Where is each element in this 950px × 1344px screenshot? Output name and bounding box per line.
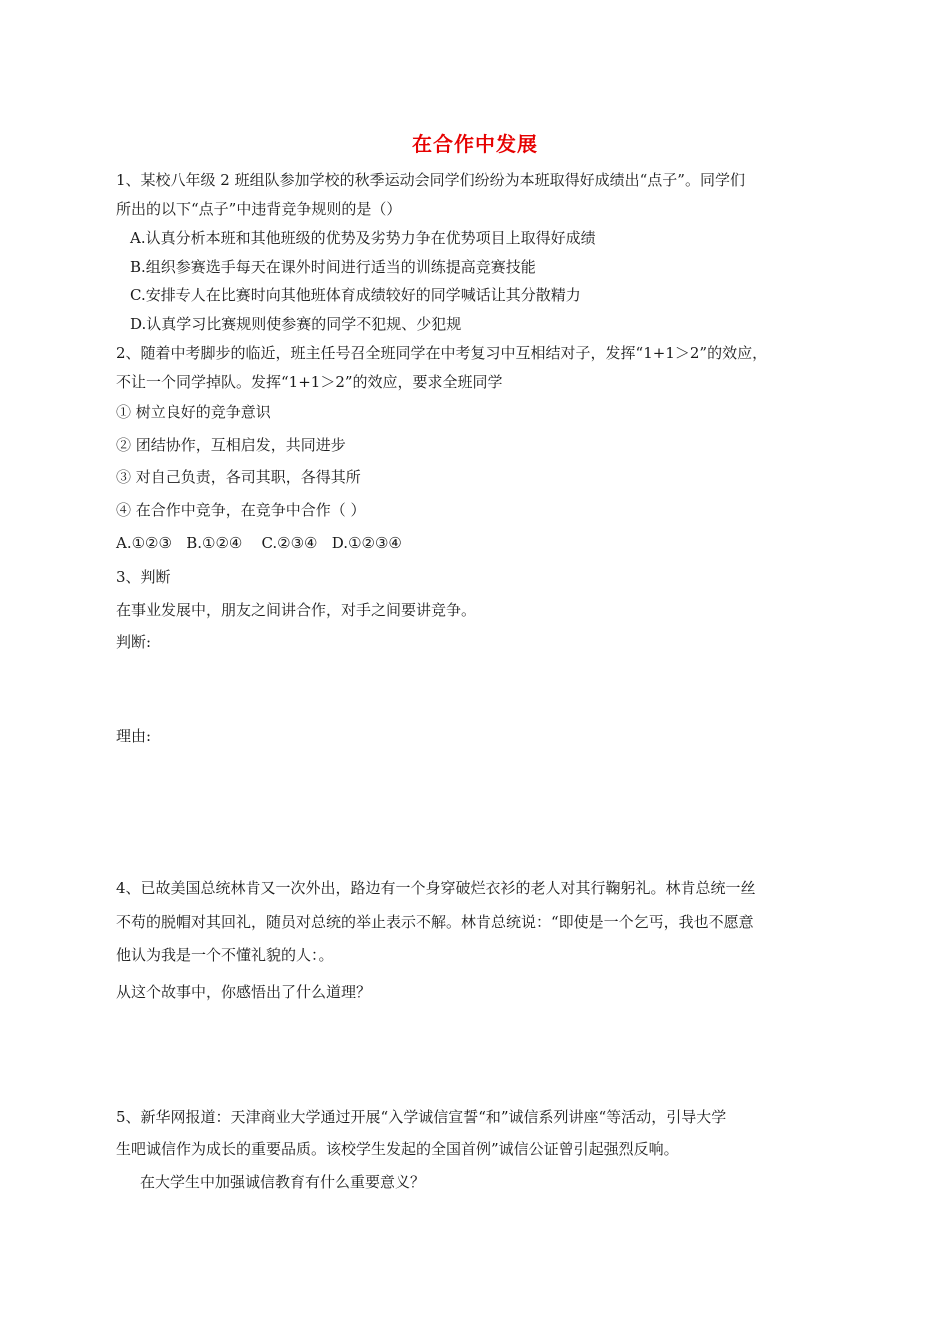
q3-reason-label: 理由: xyxy=(116,727,152,745)
q3-statement: 在事业发展中，朋友之间讲合作，对手之间要讲竞争。 xyxy=(116,601,477,619)
q5-question: 在大学生中加强诚信教育有什么重要意义？ xyxy=(140,1173,426,1191)
q4-question: 从这个故事中，你感悟出了什么道理？ xyxy=(116,983,372,1001)
q1-option-c: C.安排专人在比赛时向其他班体育成绩较好的同学喊话让其分散精力 xyxy=(130,286,581,304)
q4-line-1: 4、已故美国总统林肯又一次外出，路边有一个身穿破烂衣衫的老人对其行鞠躬礼。林肯总统一丝 xyxy=(116,879,756,897)
page-title: 在合作中发展 xyxy=(412,132,538,156)
q3-heading: 3、判断 xyxy=(116,568,171,586)
q1-line-2: 所出的以下“点子”中违背竞争规则的是（） xyxy=(116,200,402,218)
q2-item-3: ③ 对自己负责，各司其职，各得其所 xyxy=(116,468,361,486)
q5-line-1: 5、新华网报道：天津商业大学通过开展“入学诚信宣誓“和”诚信系列讲座“等活动，引导大学 xyxy=(116,1108,727,1126)
q2-choices: A.①②③ B.①②④ C.②③④ D.①②③④ xyxy=(116,534,402,552)
q5-line-2: 生吧诚信作为成长的重要品质。该校学生发起的全国首例”诚信公证曾引起强烈反响。 xyxy=(116,1140,679,1158)
q1-line-1: 1、某校八年级 2 班组队参加学校的秋季运动会同学们纷纷为本班取得好成绩出“点子”。同学们 xyxy=(116,171,745,189)
q2-line-1: 2、随着中考脚步的临近，班主任号召全班同学在中考复习中互相结对子，发挥“1+1＞2”的效应， xyxy=(116,344,768,362)
q3-judge-label: 判断: xyxy=(116,633,152,651)
q2-item-1: ① 树立良好的竞争意识 xyxy=(116,403,271,421)
q2-item-2: ② 团结协作，互相启发，共同进步 xyxy=(116,436,346,454)
q2-item-4: ④ 在合作中竞争，在竞争中合作（ ） xyxy=(116,501,366,519)
q1-option-d: D.认真学习比赛规则使参赛的同学不犯规、少犯规 xyxy=(130,315,462,333)
q1-option-a: A.认真分析本班和其他班级的优势及劣势力争在优势项目上取得好成绩 xyxy=(130,229,596,247)
q4-line-2: 不苟的脱帽对其回礼，随员对总统的举止表示不解。林肯总统说：“即使是一个乞丐，我也不愿意 xyxy=(116,913,754,931)
q1-option-b: B.组织参赛选手每天在课外时间进行适当的训练提高竞赛技能 xyxy=(130,258,536,276)
q4-line-3: 他认为我是一个不懂礼貌的人：。 xyxy=(116,946,334,964)
q2-line-2: 不让一个同学掉队。发挥“1+1＞2”的效应，要求全班同学 xyxy=(116,373,503,391)
